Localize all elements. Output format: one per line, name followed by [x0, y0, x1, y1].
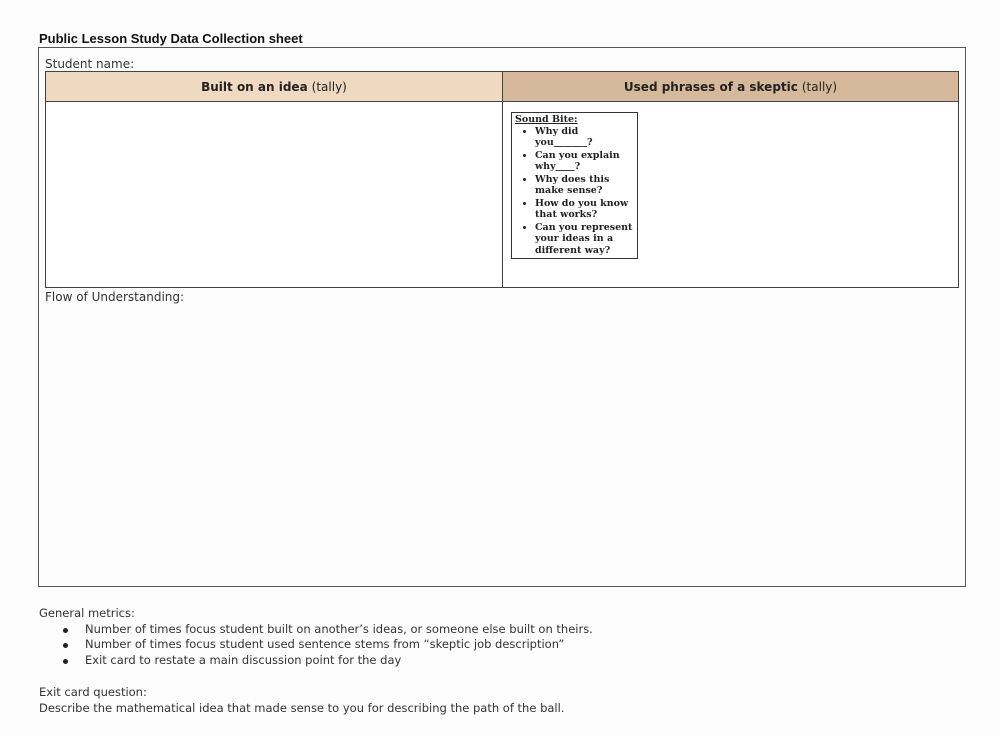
sound-bite-item: • Why does this make sense?	[535, 174, 634, 197]
sound-bite-list	[515, 126, 634, 257]
document-title: Public Lesson Study Data Collection sheet	[39, 31, 303, 46]
general-metrics-heading: General metrics:	[39, 606, 135, 620]
column-header-skeptic-phrases	[503, 72, 958, 102]
sound-bite-item: • Why did you_______?	[535, 126, 634, 149]
sound-bite-item: • Can you explain why____?	[535, 150, 634, 173]
general-metrics	[39, 606, 593, 668]
column-header-bold: Built on an idea	[201, 79, 308, 94]
metric-item: Number of times focus student used sentence stems from “skeptic job description”	[39, 637, 593, 653]
general-metrics-list	[39, 622, 593, 669]
sound-bite-item: • How do you know that works?	[535, 198, 634, 221]
tally-cell-built-on-idea[interactable]	[46, 102, 503, 287]
exit-card-heading: Exit card question:	[39, 685, 147, 699]
column-header-bold: Used phrases of a skeptic	[623, 79, 798, 94]
sound-bite-title: Sound Bite:	[515, 114, 578, 125]
column-header-note: (tally)	[801, 79, 838, 94]
column-header-built-on-idea	[46, 72, 503, 102]
tally-table	[45, 71, 959, 288]
column-header-note: (tally)	[311, 79, 347, 94]
exit-card-question: Describe the mathematical idea that made sense to you for describing the path of the ball.	[39, 701, 565, 715]
metric-item: Number of times focus student built on another’s ideas, or someone else built on theirs.	[39, 622, 593, 638]
student-name-label: Student name:	[45, 57, 135, 71]
metric-item: Exit card to restate a main discussion point for the day	[39, 653, 593, 669]
flow-of-understanding-label: Flow of Understanding:	[45, 290, 185, 304]
sound-bite-box	[511, 112, 638, 259]
sound-bite-item: • Can you represent your ideas in a different way?	[535, 222, 634, 257]
exit-card	[39, 684, 564, 716]
tally-cell-skeptic-phrases[interactable]	[503, 102, 958, 287]
